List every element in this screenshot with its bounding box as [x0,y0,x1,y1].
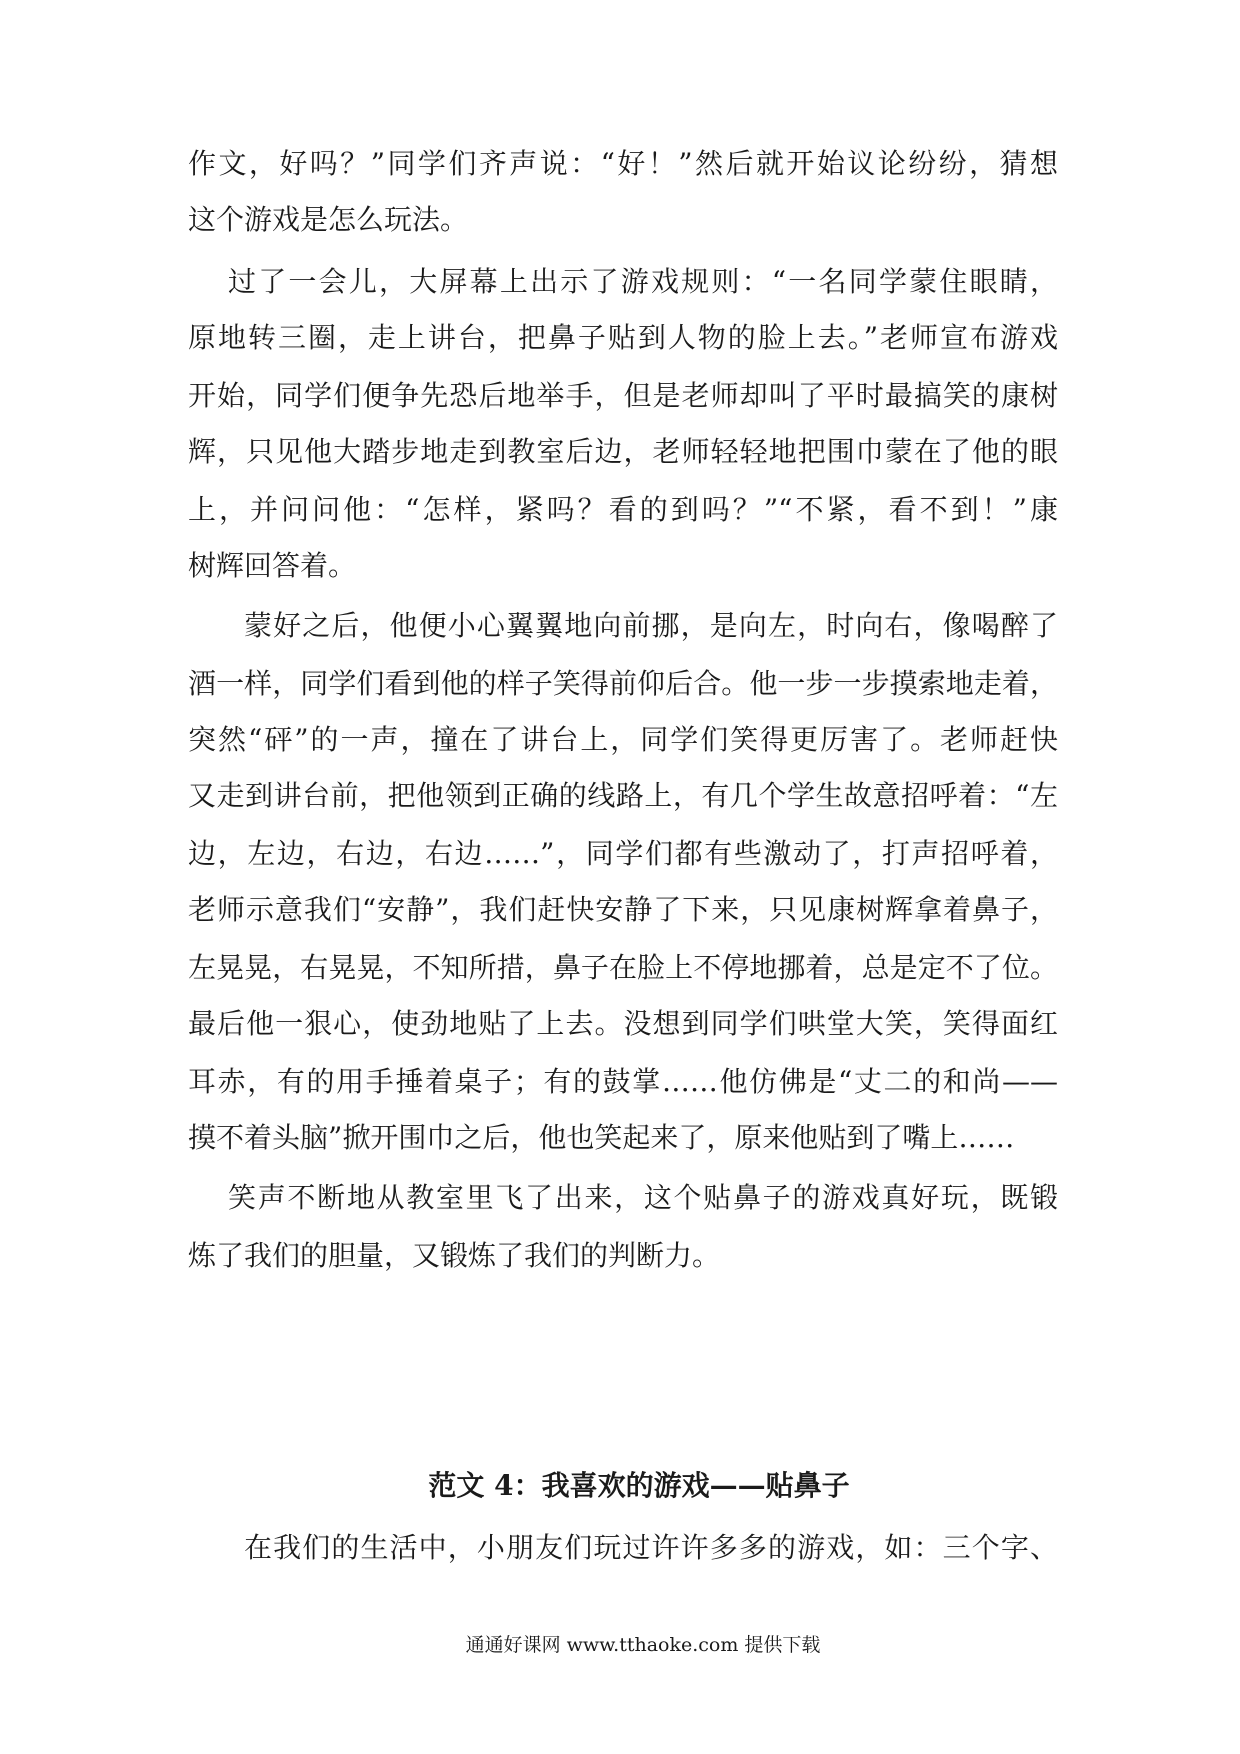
text-line: 树辉回答着。 [188,549,357,582]
section-heading: 范文 4：我喜欢的游戏——贴鼻子 [428,1469,850,1502]
text-line: 上，并问问他：“怎样，紧吗？看的到吗？”“不紧，看不到！”康 [188,493,1058,526]
text-line: 又走到讲台前，把他领到正确的线路上，有几个学生故意招呼着：“左 [188,779,1058,812]
text-line: 笑声不断地从教室里飞了出来，这个贴鼻子的游戏真好玩，既锻 [228,1181,1058,1214]
text-line: 炼了我们的胆量，又锻炼了我们的判断力。 [188,1239,721,1272]
text-line: 蒙好之后，他便小心翼翼地向前挪，是向左，时向右，像喝醉了 [244,609,1058,642]
text-line: 原地转三圈，走上讲台，把鼻子贴到人物的脸上去。”老师宣布游戏 [188,321,1058,354]
text-line: 作文，好吗？”同学们齐声说：“好！”然后就开始议论纷纷，猜想 [188,147,1058,180]
text-line: 耳赤，有的用手捶着桌子；有的鼓掌……他仿佛是“丈二的和尚—— [188,1065,1058,1098]
text-line: 辉，只见他大踏步地走到教室后边，老师轻轻地把围巾蒙在了他的眼 [188,435,1058,468]
text-line: 老师示意我们“安静”，我们赶快安静了下来，只见康树辉拿着鼻子， [188,893,1058,926]
text-line: 左晃晃，右晃晃，不知所措，鼻子在脸上不停地挪着，总是定不了位。 [188,951,1058,984]
text-line: 这个游戏是怎么玩法。 [188,203,469,236]
text-line: 最后他一狠心，使劲地贴了上去。没想到同学们哄堂大笑，笑得面红 [188,1007,1058,1040]
text-line: 酒一样，同学们看到他的样子笑得前仰后合。他一步一步摸索地走着， [188,667,1058,700]
text-line: 突然“砰”的一声，撞在了讲台上，同学们笑得更厉害了。老师赶快 [188,723,1058,756]
text-line: 过了一会儿，大屏幕上出示了游戏规则：“一名同学蒙住眼睛， [228,265,1058,298]
page-footer: 通通好课网 www.tthaoke.com 提供下载 [465,1634,821,1656]
text-line: 摸不着头脑”掀开围巾之后，他也笑起来了，原来他贴到了嘴上…… [188,1121,1015,1154]
text-line: 在我们的生活中，小朋友们玩过许许多多的游戏，如：三个字、 [244,1531,1058,1564]
text-line: 开始，同学们便争先恐后地举手，但是老师却叫了平时最搞笑的康树 [188,379,1058,412]
text-line: 边，左边，右边，右边……”，同学们都有些激动了，打声招呼着， [188,837,1058,870]
